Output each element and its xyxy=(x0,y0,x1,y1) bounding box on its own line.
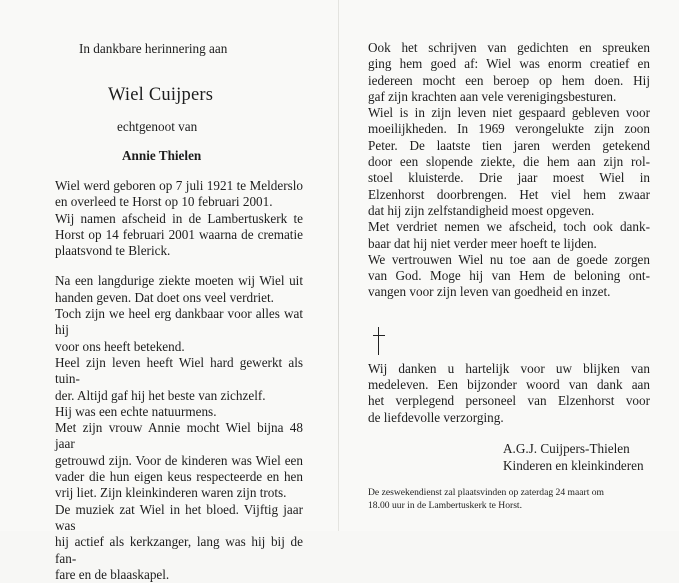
text-line: vangen voor zijn leven van goedheid en inzet. xyxy=(368,284,611,300)
text-line: Horst op 14 februari 2001 waarna de crematie xyxy=(55,226,303,242)
text-line: We vertrouwen Wiel nu toe aan de goede zorgen xyxy=(368,251,650,267)
text-line: en overleed te Horst op 10 februari 2001. xyxy=(55,194,273,210)
biography-continued xyxy=(368,40,650,301)
deceased-name: Wiel Cuijpers xyxy=(108,85,214,105)
spouse-label: echtgenoot van xyxy=(117,119,198,134)
text-line: Elzenhorst doorbrengen. Het viel hem zwaar xyxy=(368,186,650,202)
text-line: Peter. De laatste tien jaren werden getekend xyxy=(368,137,650,153)
text-line: de liefdevolle verzorging. xyxy=(368,409,504,425)
text-line: Na een langdurige ziekte moeten wij Wiel uit xyxy=(55,273,303,289)
text-line: Met zijn vrouw Annie mocht Wiel bijna 48 jaar xyxy=(55,420,303,452)
text-line: Heel zijn leven heeft Wiel hard gewerkt als tuin- xyxy=(55,354,303,387)
text-line: Toch zijn we heel erg dankbaar voor alles wat hij xyxy=(55,306,303,338)
text-line: baar dat hij niet verder meer hoeft te lijden. xyxy=(368,235,597,251)
text-line: Wiel werd geboren op 7 juli 1921 te Melderslo xyxy=(55,178,303,193)
left-page xyxy=(55,40,303,583)
heading: In dankbare herinnering aan xyxy=(79,41,228,56)
text-line: vrij liet. Zijn kleinkinderen waren zijn trots. xyxy=(55,485,287,501)
text-line: hij actief als kerkzanger, lang was hij bij de fan- xyxy=(55,534,303,566)
text-line: De muziek zat Wiel in het bloed. Vijftig jaar was xyxy=(55,501,303,533)
card-fold xyxy=(338,0,339,531)
text-line: medeleven. Een bijzonder woord van dank aan xyxy=(368,377,650,393)
footnote-line: De zeswekendienst zal plaatsvinden op zaterdag 24 maart om xyxy=(368,486,605,498)
text-line: Wiel is in zijn leven niet gespaard gebleven voor xyxy=(368,105,650,121)
text-line: het verplegend personeel van Elzenhorst voor xyxy=(368,393,650,409)
text-line: Met verdriet nemen we afscheid, toch ook dank- xyxy=(368,219,650,235)
footnote xyxy=(368,486,650,512)
thanks-text xyxy=(368,361,650,426)
text-line: der. Altijd gaf hij het beste van zichzelf. xyxy=(55,387,266,403)
text-line: van God. Moge hij van Hem de beloning ont- xyxy=(368,268,650,284)
signature-name: A.G.J. Cuijpers-Thielen xyxy=(503,440,630,456)
cross-icon xyxy=(370,327,388,355)
text-line: voor ons heeft betekend. xyxy=(55,338,185,354)
text-line: door een slopende ziekte, die hem aan zijn rol- xyxy=(368,154,650,170)
text-line: plaatsvond te Blerick. xyxy=(55,243,171,259)
text-line: vader die hun eigen keus respecteerde en hen xyxy=(55,469,303,485)
biography-intro xyxy=(55,178,303,259)
signature-family: Kinderen en kleinkinderen xyxy=(503,457,644,473)
text-line: iedereen mocht een beroep op hem doen. Hij xyxy=(368,72,650,88)
spouse-name: Annie Thielen xyxy=(122,148,202,163)
text-line: Wij namen afscheid in de Lambertuskerk te xyxy=(55,210,303,226)
text-line: dat hij zijn zelfstandigheid moest opgeven. xyxy=(368,202,595,218)
text-line: moeilijkheden. In 1969 verongelukte zijn zoon xyxy=(368,121,650,137)
text-line: fare en de blaaskapel. xyxy=(55,566,170,582)
text-line: handen geven. Dat doet ons veel verdriet. xyxy=(55,289,274,305)
text-line: Wij danken u hartelijk voor uw blijken van xyxy=(368,360,650,376)
biography-body xyxy=(55,273,303,583)
text-line: stoel kluisterde. Drie jaar moest Wiel in xyxy=(368,170,650,186)
text-line: Hij was een echte natuurmens. xyxy=(55,403,217,419)
right-page xyxy=(368,40,650,512)
text-line: Ook het schrijven van gedichten en spreuken xyxy=(368,40,650,55)
signature xyxy=(503,440,650,474)
footnote-line: 18.00 uur in de Lambertuskerk te Horst. xyxy=(368,499,522,511)
text-line: getrouwd zijn. Voor de kinderen was Wiel een xyxy=(55,452,303,468)
text-line: ging hem goed af: Wiel was enorm creatief en xyxy=(368,56,650,72)
text-line: gaf zijn krachten aan vele verenigingsbesturen. xyxy=(368,88,617,104)
